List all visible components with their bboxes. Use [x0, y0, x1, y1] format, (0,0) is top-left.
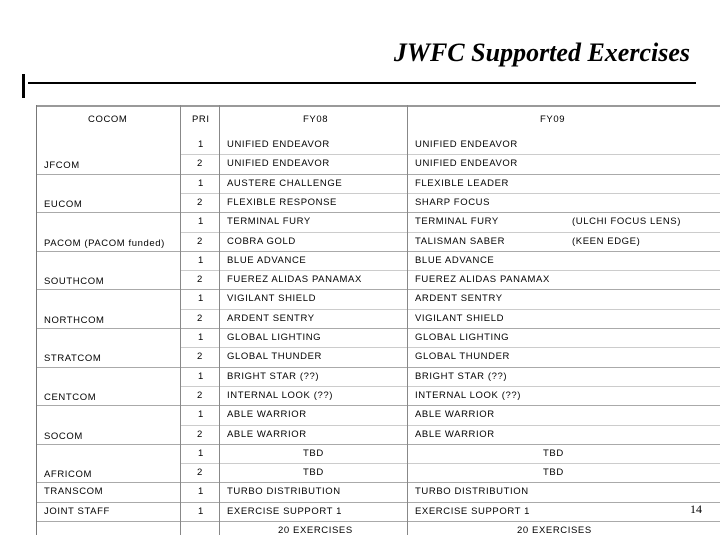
fy09-note: (ULCHI FOCUS LENS)	[572, 216, 681, 228]
fy09-exercise: ARDENT SENTRY	[415, 293, 503, 305]
fy09-exercise: UNIFIED ENDEAVOR	[415, 139, 518, 150]
page-title: JWFC Supported Exercises	[393, 38, 690, 67]
cocom-label: AFRICOM	[44, 469, 93, 481]
pri-value: 1	[198, 370, 204, 382]
row-separator	[180, 347, 720, 348]
cocom-label: TRANSCOM	[44, 486, 104, 498]
row-separator	[180, 425, 720, 426]
row-separator	[36, 482, 720, 483]
pri-value: 1	[198, 332, 204, 343]
fy09-exercise: SHARP FOCUS	[415, 196, 491, 208]
fy08-exercise: FUEREZ ALIDAS PANAMAX	[227, 274, 362, 286]
fy08-exercise: EXERCISE SUPPORT 1	[227, 505, 342, 517]
row-separator	[36, 521, 720, 522]
title-rule	[28, 82, 696, 84]
row-separator	[180, 309, 720, 310]
fy08-exercise: ABLE WARRIOR	[227, 428, 307, 440]
row-separator	[180, 193, 720, 194]
page-number: 14	[690, 502, 702, 516]
fy08-exercise: FLEXIBLE RESPONSE	[227, 196, 337, 208]
pri-value: 2	[197, 351, 203, 363]
header-cocom: COCOM	[88, 114, 128, 125]
pri-value: 1	[198, 254, 204, 266]
row-separator	[180, 154, 720, 155]
fy08-exercise: TERMINAL FURY	[227, 216, 311, 228]
pri-value: 2	[197, 235, 203, 247]
fy09-exercise: TALISMAN SABER	[415, 235, 506, 247]
fy09-exercise: GLOBAL LIGHTING	[415, 332, 510, 343]
cocom-label: EUCOM	[44, 198, 83, 210]
fy09-exercise: ABLE WARRIOR	[415, 428, 495, 440]
fy08-exercise: AUSTERE CHALLENGE	[227, 177, 343, 189]
fy09-exercise: TURBO DISTRIBUTION	[415, 486, 529, 498]
fy08-exercise: COBRA GOLD	[227, 235, 296, 247]
row-separator	[180, 463, 720, 464]
fy08-exercise: UNIFIED ENDEAVOR	[227, 158, 330, 170]
pri-value: 1	[198, 486, 204, 498]
pri-value: 1	[198, 177, 204, 189]
fy09-exercise: VIGILANT SHIELD	[415, 312, 505, 324]
fy09-exercise: TBD	[543, 467, 564, 479]
row-separator	[180, 386, 720, 387]
fy09-exercise: EXERCISE SUPPORT 1	[415, 505, 530, 517]
cocom-label: SOUTHCOM	[44, 276, 105, 288]
fy08-exercise: UNIFIED ENDEAVOR	[227, 139, 330, 150]
fy09-exercise: TBD	[543, 447, 564, 459]
header-top-border	[36, 105, 720, 107]
fy08-exercise: BRIGHT STAR (??)	[227, 370, 320, 382]
fy08-exercise: GLOBAL LIGHTING	[227, 332, 322, 343]
fy09-exercise: BRIGHT STAR (??)	[415, 370, 508, 382]
row-separator	[36, 367, 720, 368]
fy08-exercise: TBD	[303, 447, 324, 459]
column-separator	[36, 105, 37, 535]
fy08-exercise: ARDENT SENTRY	[227, 312, 315, 324]
row-separator	[36, 502, 720, 503]
pri-value: 2	[197, 467, 203, 479]
cocom-label: JFCOM	[44, 160, 80, 172]
row-separator	[36, 328, 720, 329]
cocom-label: PACOM (PACOM funded)	[44, 237, 165, 249]
fy09-note: (KEEN EDGE)	[572, 235, 641, 247]
header-fy09: FY09	[540, 114, 566, 125]
pri-value: 2	[197, 158, 203, 170]
pri-value: 1	[198, 505, 204, 517]
title-accent-bar	[22, 74, 25, 98]
fy08-exercise: BLUE ADVANCE	[227, 254, 307, 266]
fy09-exercise: INTERNAL LOOK (??)	[415, 389, 521, 401]
pri-value: 1	[198, 409, 204, 421]
pri-value: 1	[198, 216, 204, 228]
header-fy08: FY08	[303, 114, 329, 125]
row-separator	[36, 289, 720, 290]
column-separator	[180, 105, 181, 535]
row-separator	[36, 405, 720, 406]
row-separator	[36, 174, 720, 175]
cocom-label: STRATCOM	[44, 353, 102, 365]
fy09-total: 20 EXERCISES	[517, 525, 592, 536]
row-separator	[36, 251, 720, 252]
column-separator	[407, 105, 408, 535]
fy09-exercise: FUEREZ ALIDAS PANAMAX	[415, 274, 550, 286]
pri-value: 2	[197, 274, 203, 286]
pri-value: 1	[198, 447, 204, 459]
pri-value: 1	[198, 293, 204, 305]
fy09-exercise: TERMINAL FURY	[415, 216, 499, 228]
fy09-exercise: FLEXIBLE LEADER	[415, 177, 510, 189]
fy08-exercise: TBD	[303, 467, 324, 479]
row-separator	[180, 232, 720, 233]
fy08-total: 20 EXERCISES	[278, 525, 353, 536]
pri-value: 2	[197, 428, 203, 440]
fy08-exercise: TURBO DISTRIBUTION	[227, 486, 341, 498]
pri-value: 2	[197, 196, 203, 208]
fy09-exercise: BLUE ADVANCE	[415, 254, 495, 266]
fy09-exercise: UNIFIED ENDEAVOR	[415, 158, 518, 170]
pri-value: 1	[198, 139, 204, 150]
pri-value: 2	[197, 389, 203, 401]
fy08-exercise: VIGILANT SHIELD	[227, 293, 317, 305]
cocom-label: SOCOM	[44, 430, 83, 442]
pri-value: 2	[197, 312, 203, 324]
cocom-label: JOINT STAFF	[44, 505, 110, 517]
row-separator	[180, 270, 720, 271]
fy09-exercise: ABLE WARRIOR	[415, 409, 495, 421]
header-pri: PRI	[192, 114, 210, 125]
cocom-label: NORTHCOM	[44, 314, 105, 326]
row-separator	[36, 212, 720, 213]
fy08-exercise: GLOBAL THUNDER	[227, 351, 322, 363]
cocom-label: CENTCOM	[44, 391, 97, 403]
fy08-exercise: INTERNAL LOOK (??)	[227, 389, 333, 401]
fy08-exercise: ABLE WARRIOR	[227, 409, 307, 421]
row-separator	[36, 444, 720, 445]
column-separator	[219, 105, 220, 535]
fy09-exercise: GLOBAL THUNDER	[415, 351, 510, 363]
